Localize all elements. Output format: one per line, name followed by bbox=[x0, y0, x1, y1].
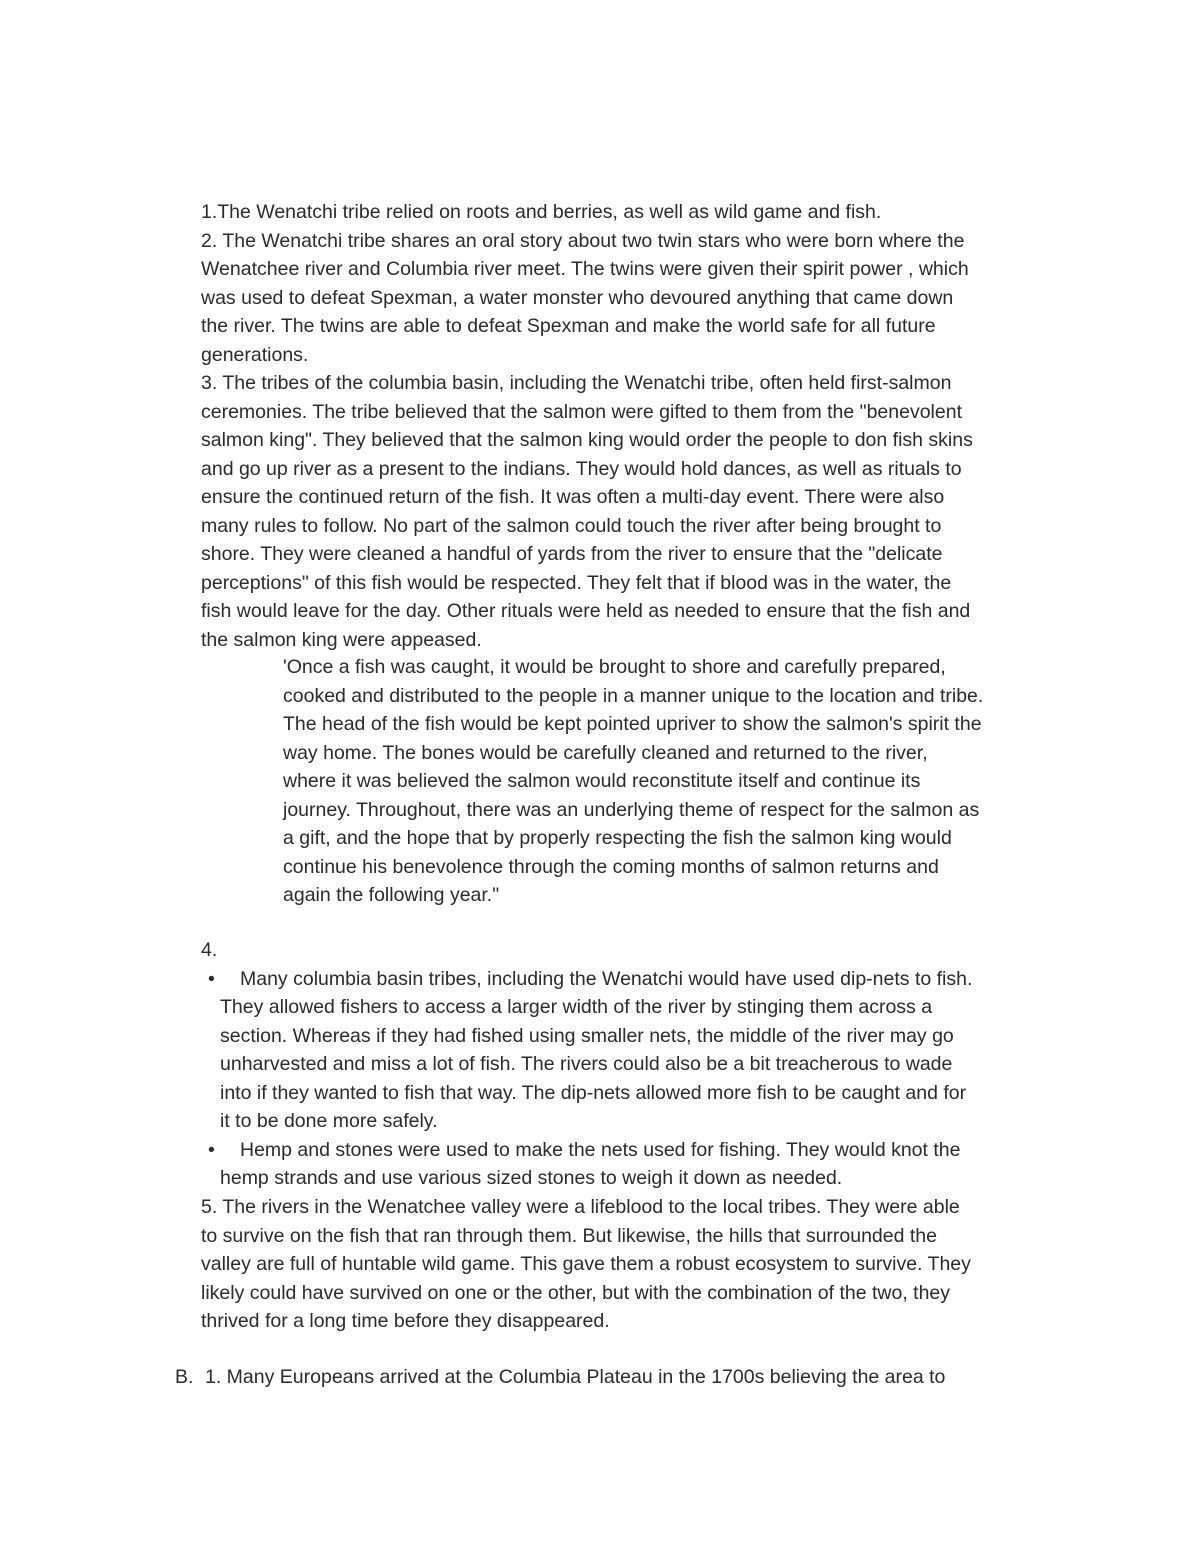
quote-line: 'Once a fish was caught, it would be brought to shore and carefully prepared, bbox=[283, 656, 946, 678]
item-5-line: valley are full of huntable wild game. This gave them a robust ecosystem to survive. They bbox=[201, 1253, 971, 1275]
item-3-line: ensure the continued return of the fish. It was often a multi-day event. There were also bbox=[201, 486, 945, 508]
item-2-line: 2. The Wenatchi tribe shares an oral story about two twin stars who were born where the bbox=[201, 229, 965, 252]
bullet-2-line: Hemp and stones were used to make the nets used for fishing. They would knot the bbox=[240, 1138, 961, 1161]
item-2-line: Wenatchee river and Columbia river meet. The twins were given their spirit power , which bbox=[201, 258, 969, 280]
item-3-line: the salmon king were appeased. bbox=[201, 628, 482, 651]
part-b-label: B. bbox=[175, 1366, 194, 1388]
item-5-section bbox=[201, 1193, 971, 1336]
bullet-1-line: They allowed fishers to access a larger width of the river by stinging them across a bbox=[220, 996, 933, 1018]
quote-line: continue his benevolence through the coming months of salmon returns and bbox=[283, 855, 939, 878]
quote-line: a gift, and the hope that by properly respecting the fish the salmon king would bbox=[283, 827, 952, 849]
bullet-1-line: into if they wanted to fish that way. The dip-nets allowed more fish to be caught and for bbox=[220, 1081, 967, 1104]
item-5-line: likely could have survived on one or the other, but with the combination of the two, they bbox=[201, 1281, 951, 1304]
bullet-1-line: section. Whereas if they had fished using smaller nets, the middle of the river may go bbox=[220, 1024, 954, 1047]
item-5-line: 5. The rivers in the Wenatchee valley were a lifeblood to the local tribes. They were able bbox=[201, 1196, 960, 1218]
item-4-label: 4. bbox=[201, 939, 218, 961]
item-5-line: thrived for a long time before they disappeared. bbox=[201, 1310, 610, 1332]
item-2-line: the river. The twins are able to defeat Spexman and make the world safe for all future bbox=[201, 315, 936, 337]
bullet-1-line: Many columbia basin tribes, including the Wenatchi would have used dip-nets to fish. bbox=[240, 967, 973, 990]
item-3-line: shore. They were cleaned a handful of yards from the river to ensure that the "delicate bbox=[201, 543, 943, 565]
item-3-line: and go up river as a present to the indians. They would hold dances, as well as rituals to bbox=[201, 457, 962, 480]
quote-line: again the following year." bbox=[283, 884, 500, 906]
item-3-line: fish would leave for the day. Other rituals were held as needed to ensure that the fish and bbox=[201, 600, 971, 622]
item-1-line: 1.The Wenatchi tribe relied on roots and berries, as well as wild game and fish. bbox=[201, 201, 882, 223]
quote-line: The head of the fish would be kept pointed upriver to show the salmon's spirit the bbox=[283, 713, 982, 735]
bullet-icon: • bbox=[208, 967, 215, 990]
bullet-1-line: it to be done more safely. bbox=[220, 1110, 438, 1132]
part-b-text: 1. Many Europeans arrived at the Columbia Plateau in the 1700s believing the area to bbox=[205, 1366, 946, 1388]
quote-line: journey. Throughout, there was an underlying theme of respect for the salmon as bbox=[283, 798, 980, 821]
item-3-line: perceptions" of this fish would be respected. They felt that if blood was in the water, the bbox=[201, 571, 952, 594]
item-2-line: was used to defeat Spexman, a water monster who devoured anything that came down bbox=[201, 286, 954, 309]
item-3-line: many rules to follow. No part of the salmon could touch the river after being brought to bbox=[201, 514, 942, 537]
quote-line: way home. The bones would be carefully cleaned and returned to the river, bbox=[283, 741, 928, 764]
part-b-line bbox=[175, 1363, 945, 1392]
quote-line: where it was believed the salmon would reconstitute itself and continue its bbox=[283, 770, 921, 792]
item-4-section bbox=[201, 936, 972, 1193]
answers-section-a bbox=[201, 198, 973, 654]
bullet-item bbox=[201, 965, 972, 994]
item-5-line: to survive on the fish that ran through them. But likewise, the hills that surrounded the bbox=[201, 1224, 937, 1247]
part-b-section bbox=[175, 1363, 945, 1392]
bullet-2-line: hemp strands and use various sized stones to weigh it down as needed. bbox=[220, 1167, 843, 1189]
item-3-line: salmon king". They believed that the salmon king would order the people to don fish skins bbox=[201, 429, 973, 451]
bullet-icon: • bbox=[208, 1138, 215, 1161]
item-3-line: ceremonies. The tribe believed that the salmon were gifted to them from the "benevolent bbox=[201, 400, 962, 423]
item-2-line: generations. bbox=[201, 343, 309, 366]
item-3-line: 3. The tribes of the columbia basin, including the Wenatchi tribe, often held first-salmon bbox=[201, 372, 952, 394]
bullet-item bbox=[201, 1136, 972, 1165]
block-quote bbox=[283, 653, 983, 910]
bullet-1-line: unharvested and miss a lot of fish. The rivers could also be a bit treacherous to wade bbox=[220, 1053, 953, 1075]
quote-line: cooked and distributed to the people in a manner unique to the location and tribe. bbox=[283, 684, 984, 707]
